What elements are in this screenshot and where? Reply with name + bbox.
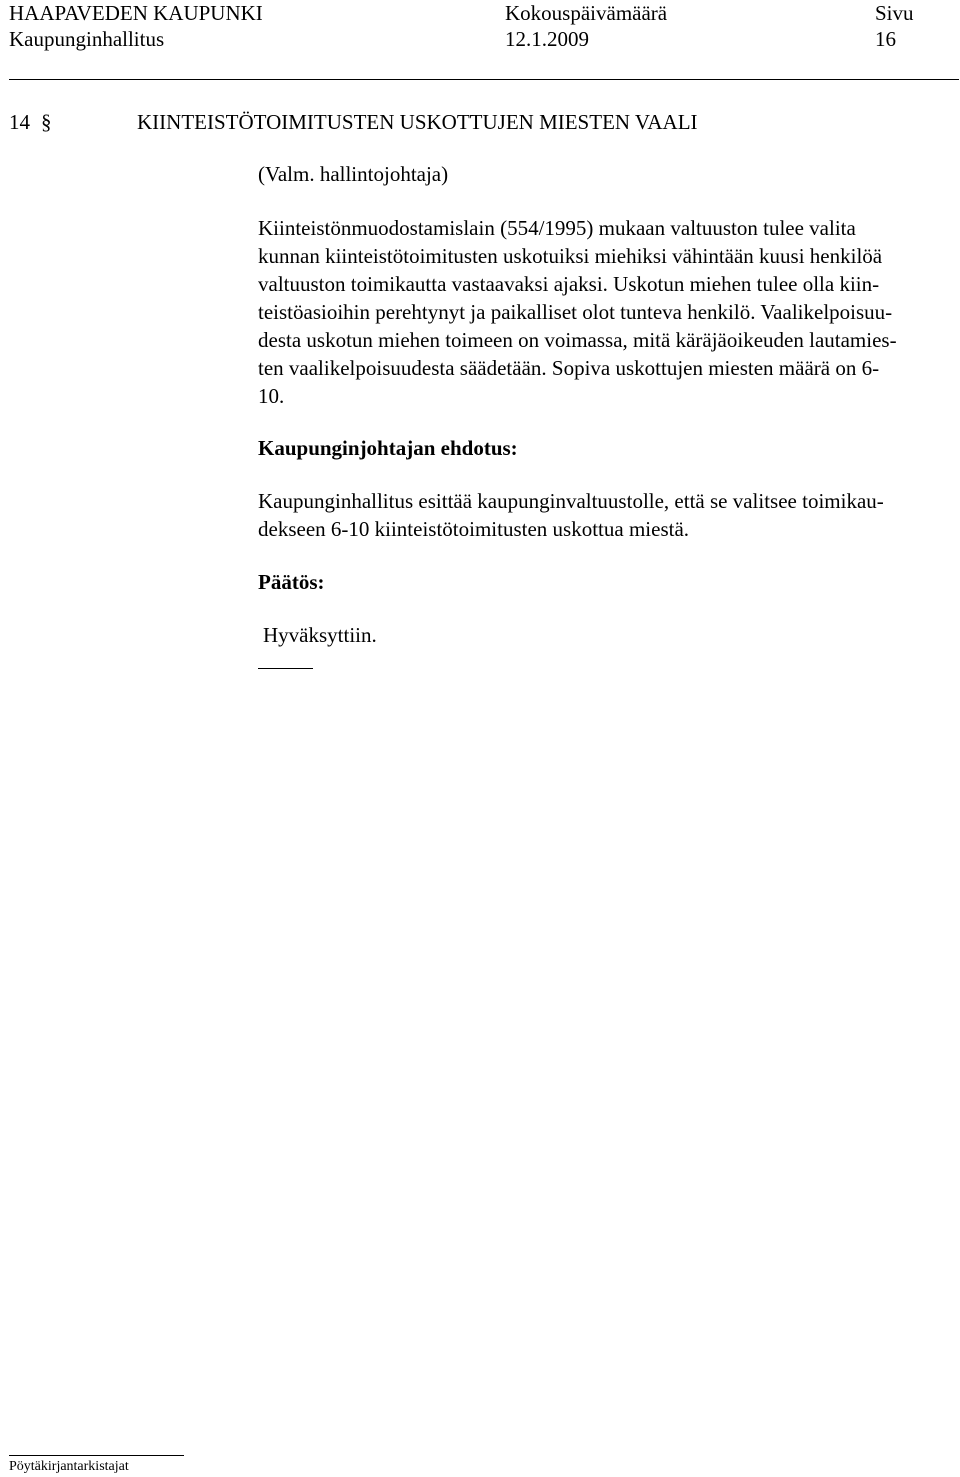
paragraph-line: valtuuston toimikautta vastaavaksi ajaksi. Uskotun miehen tulee olla kiin- <box>258 272 880 296</box>
footer-signature-line <box>9 1455 184 1456</box>
proposal-heading: Kaupunginjohtajan ehdotus: <box>258 436 518 460</box>
proposal-paragraph <box>258 487 938 543</box>
page-label: Sivu <box>875 1 914 25</box>
decision-block <box>263 621 943 649</box>
main-paragraph <box>258 214 938 410</box>
date-label: Kokouspäivämäärä <box>505 1 668 25</box>
decision-text: Hyväksyttiin. <box>263 623 377 647</box>
org-name: HAAPAVEDEN KAUPUNKI <box>9 1 263 25</box>
decision-heading: Päätös: <box>258 570 325 594</box>
section-number: 14 <box>9 110 30 134</box>
page-number: 16 <box>875 27 896 51</box>
section-symbol: § <box>41 110 52 134</box>
section-title: KIINTEISTÖTOIMITUSTEN USKOTTUJEN MIESTEN VAALI <box>137 110 698 134</box>
footer-label: Pöytäkirjantarkistajat <box>9 1459 129 1474</box>
paragraph-line: kunnan kiinteistötoimitusten uskotuiksi miehiksi vähintään kuusi henkilöä <box>258 244 883 268</box>
proposal-heading-block <box>258 434 938 462</box>
page-header <box>9 0 959 80</box>
preparer-text: (Valm. hallintojohtaja) <box>258 162 449 186</box>
paragraph-line: desta uskotun miehen toimeen on voimassa, mitä käräjäoikeuden lautamies- <box>258 328 897 352</box>
preparer-note <box>258 160 938 188</box>
paragraph-line: 10. <box>258 384 285 408</box>
header-divider <box>9 79 959 80</box>
decision-heading-block <box>258 568 938 596</box>
meeting-date: 12.1.2009 <box>505 27 589 51</box>
paragraph-line: Kiinteistönmuodostamislain (554/1995) mukaan valtuuston tulee valita <box>258 216 856 240</box>
paragraph-line: ten vaalikelpoisuudesta säädetään. Sopiva uskottujen miesten määrä on 6- <box>258 356 880 380</box>
proposal-line: Kaupunginhallitus esittää kaupunginvaltuustolle, että se valitsee toimikau- <box>258 489 884 513</box>
paragraph-line: teistöasioihin perehtynyt ja paikalliset olot tunteva henkilö. Vaalikelpoisuu- <box>258 300 893 324</box>
body-name: Kaupunginhallitus <box>9 27 165 51</box>
end-mark-line <box>258 668 313 669</box>
proposal-line: dekseen 6-10 kiinteistötoimitusten uskottua miestä. <box>258 517 690 541</box>
